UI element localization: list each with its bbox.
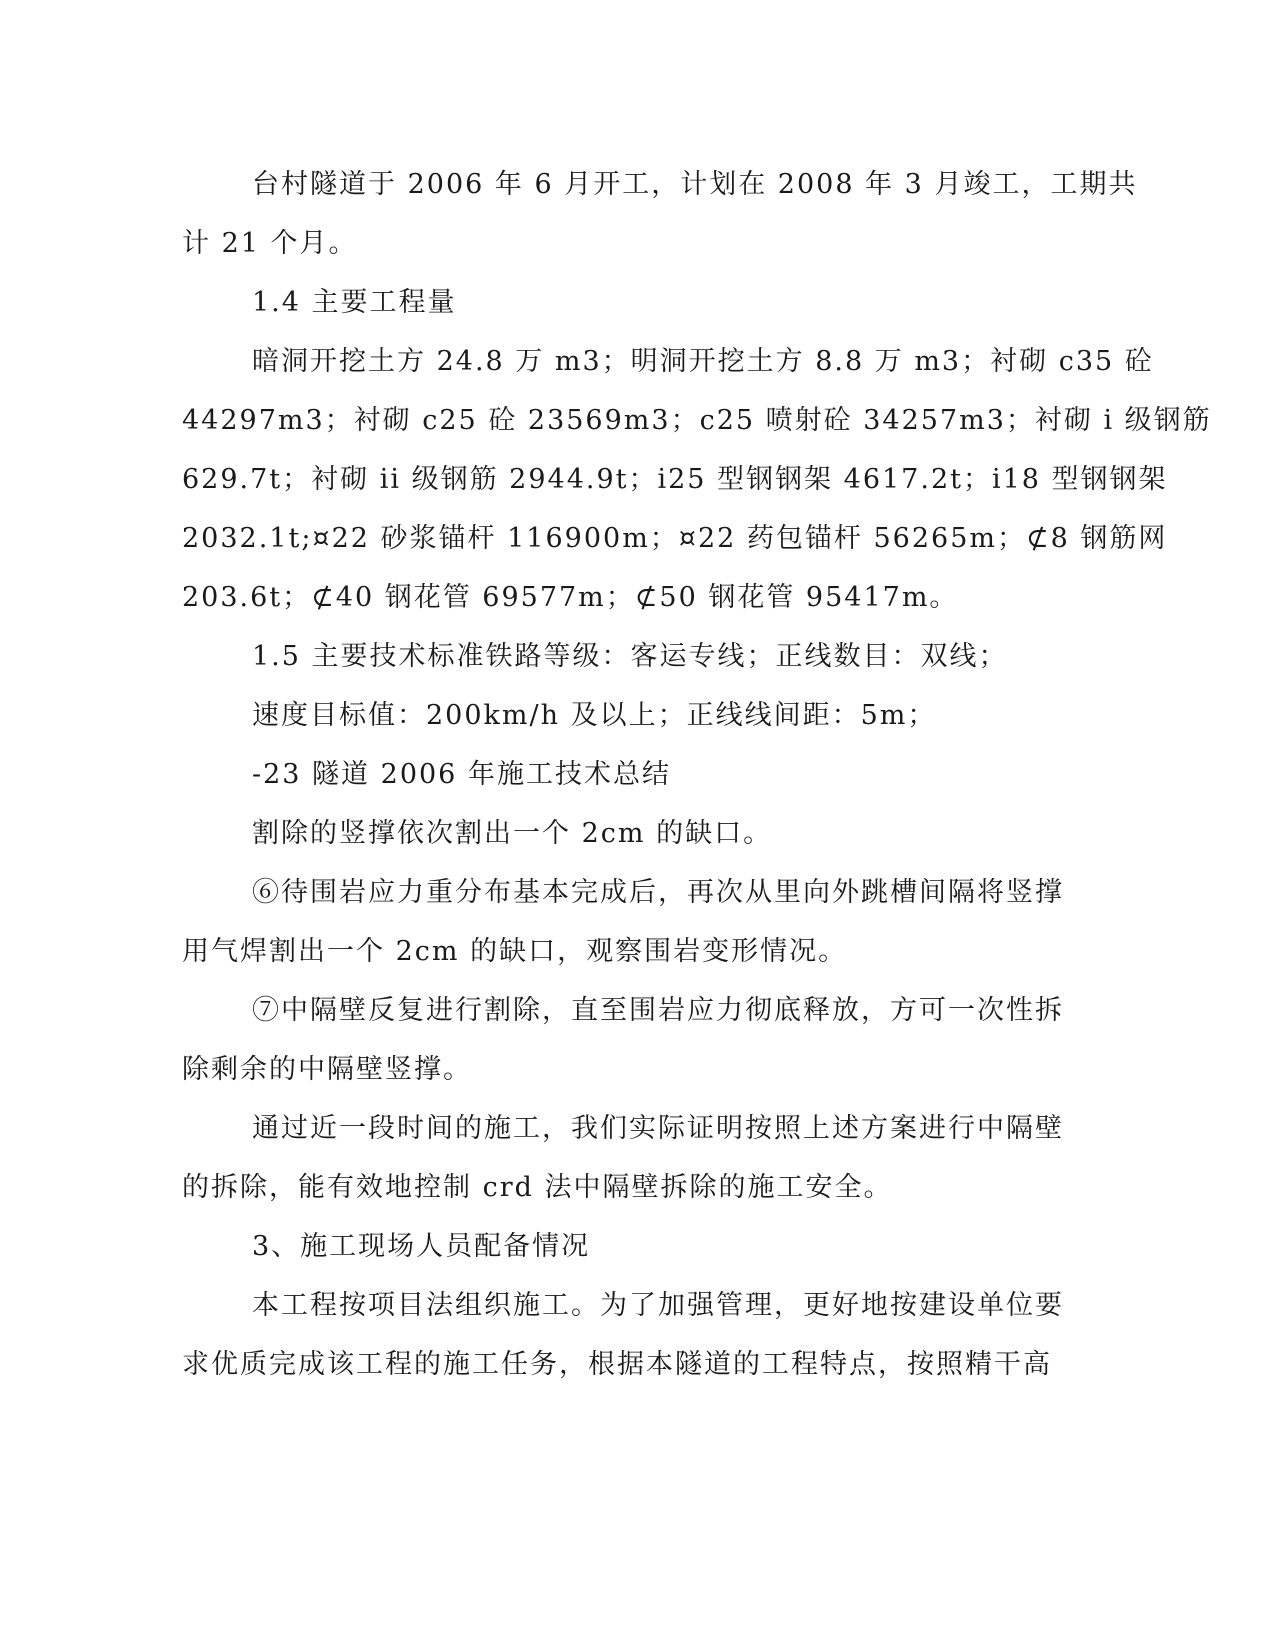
paragraph-line: 用气焊割出一个 2cm 的缺口，观察围岩变形情况。 xyxy=(182,936,848,967)
paragraph-line: ⑥待围岩应力重分布基本完成后，再次从里向外跳槽间隔将竖撑 xyxy=(252,877,1064,908)
paragraph-line: 速度目标值：200km/h 及以上；正线线间距：5m； xyxy=(252,700,937,731)
paragraph-line: 割除的竖撑依次割出一个 2cm 的缺口。 xyxy=(252,818,773,849)
paragraph-line: 44297m3；衬砌 c25 砼 23569m3；c25 喷射砼 34257m3；衬砌 i 级钢筋 xyxy=(182,405,1212,436)
page-footer-text: -23 隧道 2006 年施工技术总结 xyxy=(252,759,671,790)
paragraph-line: 的拆除，能有效地控制 crd 法中隔壁拆除的施工安全。 xyxy=(182,1172,893,1203)
paragraph-line: 203.6t；⊄40 钢花管 69577m；⊄50 钢花管 95417m。 xyxy=(182,582,959,613)
section-heading: 3、施工现场人员配备情况 xyxy=(252,1231,591,1262)
paragraph-line: 本工程按项目法组织施工。为了加强管理，更好地按建设单位要 xyxy=(252,1290,1064,1321)
document-body xyxy=(182,155,1212,1394)
paragraph-line: 求优质完成该工程的施工任务，根据本隧道的工程特点，按照精干高 xyxy=(182,1349,1052,1380)
paragraph-line: 629.7t；衬砌 ii 级钢筋 2944.9t；i25 型钢钢架 4617.2t；i18 型钢钢架 xyxy=(182,464,1168,495)
paragraph-line: 通过近一段时间的施工，我们实际证明按照上述方案进行中隔壁 xyxy=(252,1113,1064,1144)
paragraph-line: 台村隧道于 2006 年 6 月开工，计划在 2008 年 3 月竣工，工期共 xyxy=(252,169,1138,200)
paragraph-line: 暗洞开挖土方 24.8 万 m3；明洞开挖土方 8.8 万 m3；衬砌 c35 砼 xyxy=(252,346,1154,377)
paragraph-line: 计 21 个月。 xyxy=(182,228,358,259)
paragraph-line: 2032.1t;¤22 砂浆锚杆 116900m；¤22 药包锚杆 56265m；⊄8 钢筋网 xyxy=(182,523,1168,554)
section-heading: 1.4 主要工程量 xyxy=(252,287,457,318)
paragraph-line: 除剩余的中隔壁竖撑。 xyxy=(182,1054,472,1085)
paragraph-line: ⑦中隔壁反复进行割除，直至围岩应力彻底释放，方可一次性拆 xyxy=(252,995,1064,1026)
paragraph-line: 1.5 主要技术标准铁路等级：客运专线；正线数目：双线； xyxy=(252,641,1008,672)
